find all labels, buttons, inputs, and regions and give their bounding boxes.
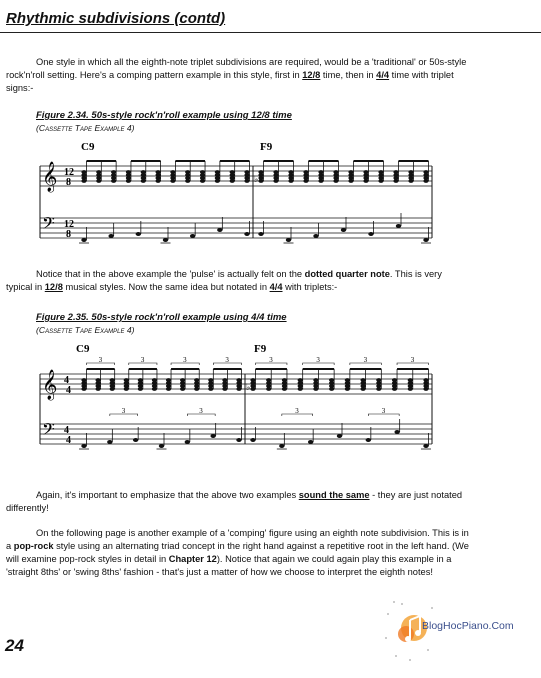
heading-rule <box>0 32 541 33</box>
outro-paragraph-2 <box>6 527 536 579</box>
bass-notehead <box>163 238 168 242</box>
bass-notehead <box>286 238 291 242</box>
chord-notehead <box>236 387 241 391</box>
chord-notehead <box>345 387 350 391</box>
outro-text: Again, it's important to emphasize that the above two examples <box>36 490 299 500</box>
chord-symbol-f9: F9 <box>260 141 273 153</box>
middle-paragraph <box>6 268 531 294</box>
chord-notehead <box>408 179 413 183</box>
time-signature-top: 4 <box>64 375 69 386</box>
triplet-number: 3 <box>121 407 126 415</box>
chord-notehead <box>392 387 397 391</box>
triplet-number: 3 <box>363 356 368 364</box>
time-signature-top: 12 <box>64 167 74 178</box>
time-signature-44: 4/4 <box>376 70 390 80</box>
outro2-line-4: 'straight 8ths' or 'swing 8ths' fashion - that's just a matter of how we choose to interpret the eighth notes! <box>6 567 433 577</box>
chord-notehead <box>408 387 413 391</box>
bass-notehead <box>107 440 112 444</box>
bass-notehead <box>236 438 241 442</box>
bass-clef-icon: 𝄢 <box>42 421 55 443</box>
chord-notehead <box>180 387 185 391</box>
page-number: 24 <box>5 636 24 655</box>
middle-line-2 <box>6 281 531 294</box>
chord-notehead <box>298 387 303 391</box>
chord-symbol-c9: C9 <box>76 343 90 355</box>
page-heading: Rhythmic subdivisions (contd) <box>6 10 226 27</box>
triplet-number: 3 <box>410 356 415 364</box>
chord-notehead <box>194 387 199 391</box>
bass-notehead <box>250 438 255 442</box>
chord-notehead <box>258 179 263 183</box>
bass-notehead <box>423 238 428 242</box>
music-note-logo-icon <box>380 598 440 670</box>
watermark-logo <box>380 598 530 670</box>
time-signature-128: 12/8 <box>44 282 63 292</box>
outro-text: ). Notice that again we could again play this example in a <box>216 554 452 564</box>
outro1-line-2: differently! <box>6 503 49 513</box>
chord-notehead <box>155 179 160 183</box>
figure-2-staves <box>40 343 432 449</box>
chord-notehead <box>393 179 398 183</box>
bass-notehead <box>423 444 428 448</box>
intro-line-1: One style in which all the eighth-note triplet subdivisions are required, would be a 'traditional' or 50s-style <box>36 57 467 67</box>
intro-text: rock'n'roll setting. Here's a comping pattern example in this style, first in <box>6 70 303 80</box>
time-signature-44: 4/4 <box>269 282 283 292</box>
triplet-number: 3 <box>269 356 273 364</box>
chord-notehead <box>124 387 129 391</box>
intro-text: time with triplet <box>389 70 454 80</box>
intro-text: time, then in <box>320 70 377 80</box>
chord-notehead <box>303 179 308 183</box>
figure-1-score <box>0 136 541 246</box>
intro-paragraph <box>6 56 531 95</box>
bass-notehead <box>190 234 195 238</box>
chord-notehead <box>333 179 338 183</box>
bass-notehead <box>133 438 138 442</box>
chord-notehead <box>363 179 368 183</box>
chord-notehead <box>244 179 249 183</box>
outro2-line-3 <box>6 553 536 566</box>
figure-2-subtitle: (Cassette Tape Example 4) <box>36 325 135 335</box>
chord-notehead <box>376 387 381 391</box>
chord-notehead <box>273 179 278 183</box>
chord-notehead <box>200 179 205 183</box>
middle-line-1 <box>36 268 531 281</box>
chord-notehead <box>141 179 146 183</box>
bass-notehead <box>185 440 190 444</box>
chord-notehead <box>329 387 334 391</box>
time-signature-bottom: 8 <box>66 177 71 188</box>
sound-the-same-emphasis: sound the same <box>298 490 370 500</box>
outro-paragraph-1 <box>6 489 531 515</box>
chapter-12-emphasis: Chapter 12 <box>168 554 217 564</box>
chord-notehead <box>110 387 115 391</box>
time-signature-top: 12 <box>64 219 74 230</box>
chord-notehead <box>111 179 116 183</box>
chord-notehead <box>222 387 227 391</box>
triplet-number: 3 <box>199 407 203 415</box>
chord-notehead <box>266 387 271 391</box>
outro-text: style using an alternating triad concept in the right hand against a repetitive root in the left hand. (We <box>53 541 469 551</box>
bass-notehead <box>210 434 215 438</box>
bass-notehead <box>394 430 399 434</box>
bass-notehead <box>368 232 373 236</box>
triplet-number: 3 <box>183 356 187 364</box>
figure-1-subtitle: (Cassette Tape Example 4) <box>36 123 135 133</box>
triplet-number: 3 <box>140 356 145 364</box>
chord-notehead <box>185 179 190 183</box>
bass-notehead <box>81 238 86 242</box>
chord-notehead <box>282 387 287 391</box>
chord-notehead <box>95 387 100 391</box>
chord-notehead <box>81 387 86 391</box>
middle-text: Notice that in the above example the 'pulse' is actually felt on the <box>36 269 305 279</box>
figure-2-score <box>0 338 541 460</box>
triplet-number: 3 <box>316 356 320 364</box>
chord-notehead <box>423 179 428 183</box>
bass-notehead <box>308 440 313 444</box>
outro-text: will examine pop-rock styles in detail in <box>6 554 169 564</box>
time-signature-128: 12/8 <box>302 70 321 80</box>
triplet-number: 3 <box>381 407 386 415</box>
intro-line-2 <box>6 69 531 82</box>
bass-notehead <box>136 232 141 236</box>
bass-notehead <box>258 232 263 236</box>
chord-notehead <box>170 179 175 183</box>
chord-symbol-f9: F9 <box>254 343 267 355</box>
middle-text: typical in <box>6 282 45 292</box>
chord-notehead <box>313 387 318 391</box>
treble-clef-icon: 𝄞 <box>42 370 58 399</box>
bass-notehead <box>279 444 284 448</box>
outro2-line-2 <box>6 540 536 553</box>
time-signature-bottom: 4 <box>66 435 71 446</box>
dotted-quarter-emphasis: dotted quarter note <box>304 269 390 279</box>
outro1-line-1 <box>36 489 531 502</box>
chord-notehead <box>378 179 383 183</box>
pop-rock-emphasis: pop-rock <box>13 541 54 551</box>
flat-sign: ♭ <box>246 382 251 392</box>
chord-notehead <box>288 179 293 183</box>
chord-notehead <box>96 179 101 183</box>
flat-sign: ♭ <box>254 174 259 184</box>
bass-notehead <box>313 234 318 238</box>
bass-notehead <box>341 228 346 232</box>
bass-notehead <box>108 234 113 238</box>
chord-notehead <box>208 387 213 391</box>
bass-notehead <box>337 434 342 438</box>
time-signature-top: 4 <box>64 425 69 436</box>
bass-notehead <box>81 444 86 448</box>
outro2-line-1: On the following page is another example of a 'comping' figure using an eighth note subdivision. This is in <box>36 528 469 538</box>
bass-notehead <box>217 228 222 232</box>
time-signature-bottom: 4 <box>66 385 71 396</box>
outro-text: - they are just notated <box>369 490 463 500</box>
bass-notehead <box>396 224 401 228</box>
time-signature-bottom: 8 <box>66 229 71 240</box>
chord-notehead <box>152 387 157 391</box>
bass-notehead <box>366 438 371 442</box>
chord-notehead <box>138 387 143 391</box>
chord-symbol-c9: C9 <box>81 141 95 153</box>
chord-notehead <box>215 179 220 183</box>
figure-2-title: Figure 2.35. 50s-style rock'n'roll example using 4/4 time <box>36 312 287 323</box>
treble-clef-icon: 𝄞 <box>42 162 58 191</box>
outro-text: a <box>6 541 14 551</box>
chord-notehead <box>360 387 365 391</box>
bass-clef-icon: 𝄢 <box>42 215 55 237</box>
bass-notehead <box>159 444 164 448</box>
figure-1-title: Figure 2.34. 50s-style rock'n'roll example using 12/8 time <box>36 110 292 121</box>
middle-text: musical styles. Now the same idea but notated in <box>62 282 270 292</box>
figure-1-staves <box>40 141 432 243</box>
intro-line-3: signs:- <box>6 83 34 93</box>
triplet-number: 3 <box>98 356 103 364</box>
triplet-number: 3 <box>225 356 229 364</box>
chord-notehead <box>81 179 86 183</box>
middle-text: with triplets:- <box>282 282 338 292</box>
chord-notehead <box>126 179 131 183</box>
chord-notehead <box>230 179 235 183</box>
chord-notehead <box>348 179 353 183</box>
bass-notehead <box>244 232 249 236</box>
middle-text: . This is very <box>389 269 442 279</box>
chord-notehead <box>250 387 255 391</box>
chord-notehead <box>318 179 323 183</box>
watermark-text: BlogHocPiano.Com <box>422 620 514 632</box>
chord-notehead <box>423 387 428 391</box>
triplet-number: 3 <box>295 407 299 415</box>
chord-notehead <box>166 387 171 391</box>
